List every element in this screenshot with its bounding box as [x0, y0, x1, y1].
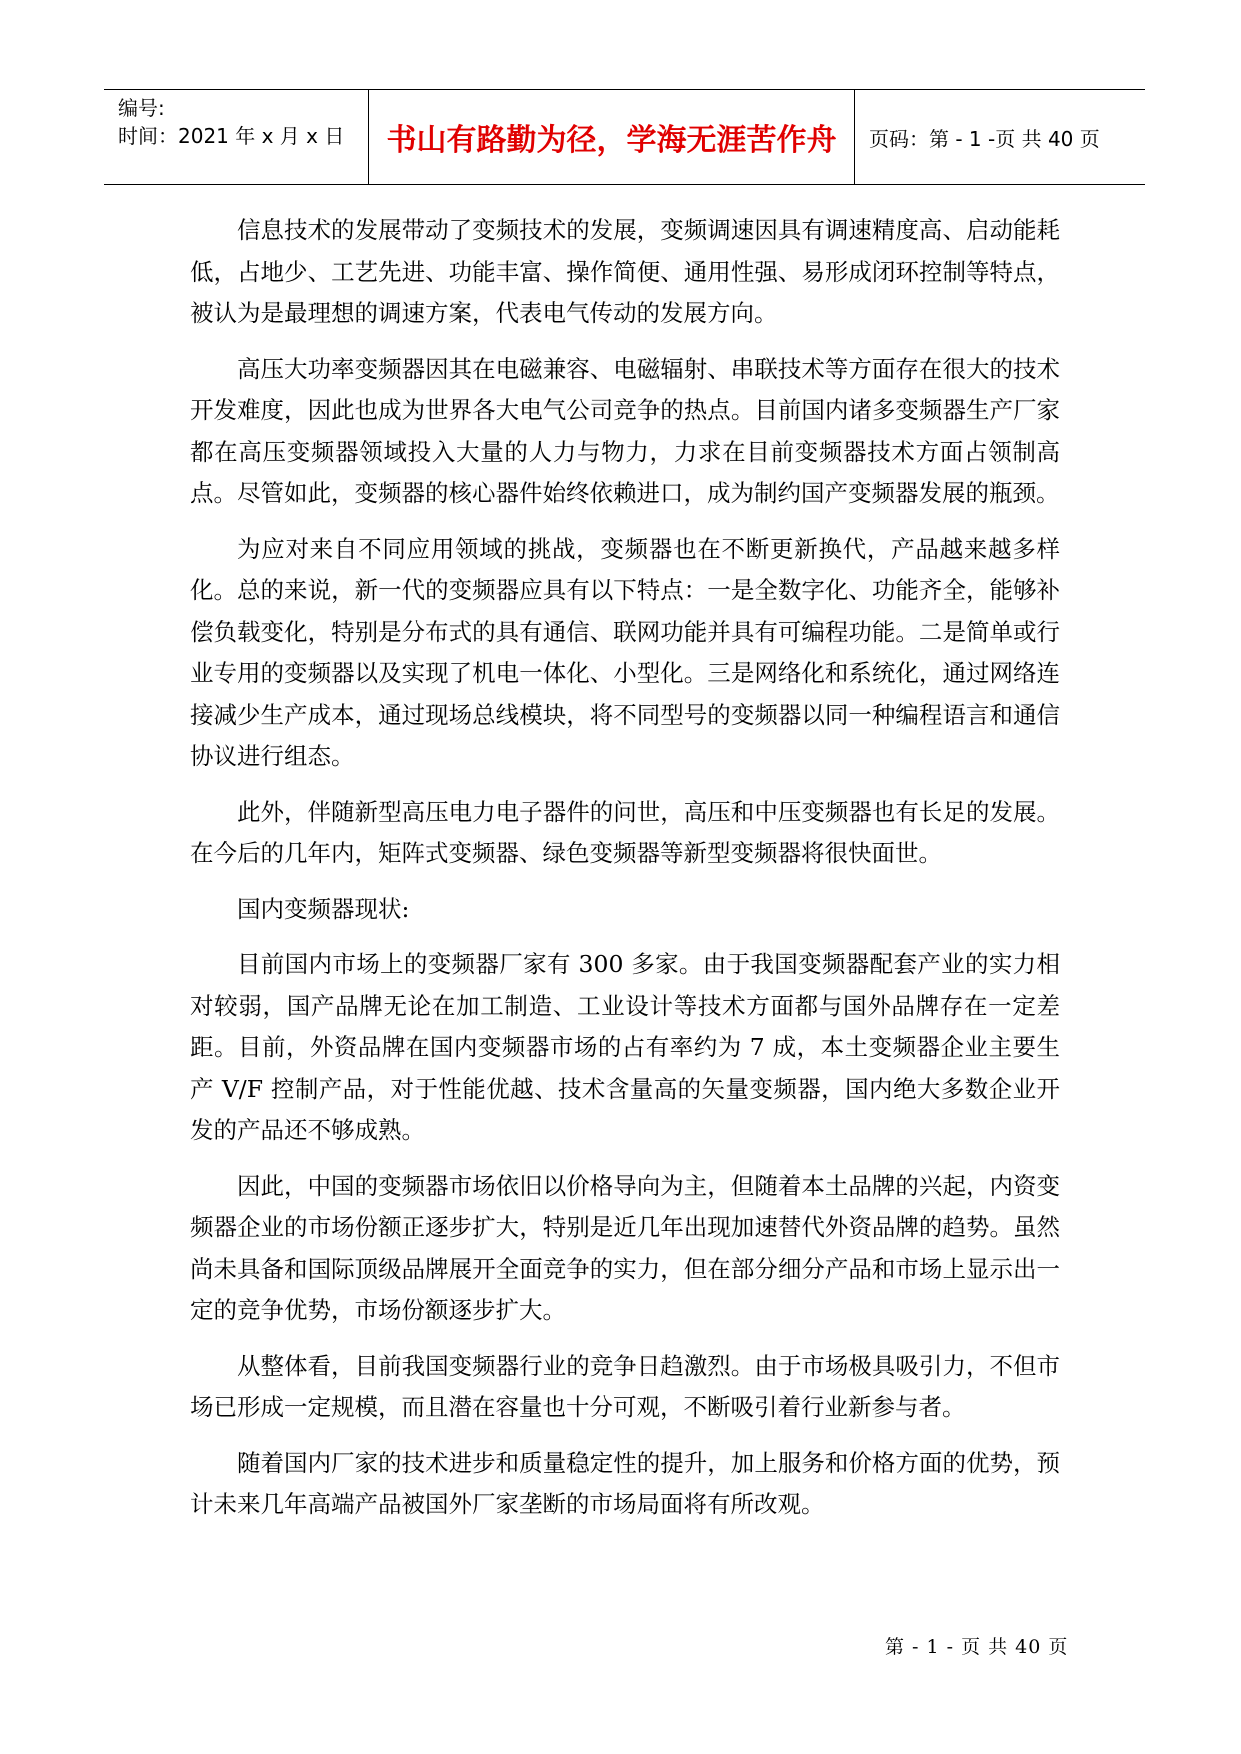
- paragraph: 高压大功率变频器因其在电磁兼容、电磁辐射、串联技术等方面存在很大的技术开发难度，因此也成为世界各大电气公司竞争的热点。目前国内诸多变频器生产厂家都在高压变频器领域投入大量的人力与物力，力求在目前变频器技术方面占领制高点。尽管如此，变频器的核心器件始终依赖进口，成为制约国产变频器发展的瓶颈。: [190, 354, 1060, 507]
- paragraph: 随着国内厂家的技术进步和质量稳定性的提升，加上服务和价格方面的优势，预计未来几年高端产品被国外厂家垄断的市场局面将有所改观。: [190, 1448, 1060, 1518]
- page-footer: 第 - 1 - 页 共 40 页: [885, 1636, 1069, 1658]
- paragraph: 信息技术的发展带动了变频技术的发展，变频调速因具有调速精度高、启动能耗低，占地少、工艺先进、功能丰富、操作简便、通用性强、易形成闭环控制等特点，被认为是最理想的调速方案，代表电气传动的发展方向。: [190, 216, 1060, 327]
- document-number-label: 编号:: [118, 96, 165, 120]
- header-motto: 书山有路勤为径，学海无涯苦作舟: [386, 123, 837, 158]
- header-page-label: 页码：第 - 1 -页 共 40 页: [869, 126, 1100, 151]
- header-motto-cell: [369, 90, 855, 184]
- paragraph: 此外，伴随新型高压电力电子器件的问世，高压和中压变频器也有长足的发展。在今后的几年内，矩阵式变频器、绿色变频器等新型变频器将很快面世。: [190, 797, 1060, 867]
- document-time-label: 时间：2021 年 x 月 x 日: [118, 124, 345, 148]
- section-heading: 国内变频器现状:: [237, 894, 410, 923]
- header-page-cell: [855, 90, 1145, 184]
- paragraph: 因此，中国的变频器市场依旧以价格导向为主，但随着本土品牌的兴起，内资变频器企业的市场份额正逐步扩大，特别是近几年出现加速替代外资品牌的趋势。虽然尚未具备和国际顶级品牌展开全面竞争的实力，但在部分细分产品和市场上显示出一定的竞争优势，市场份额逐步扩大。: [190, 1171, 1060, 1324]
- header-info-cell: [104, 90, 369, 184]
- paragraph: 从整体看，目前我国变频器行业的竞争日趋激烈。由于市场极具吸引力，不但市场已形成一定规模，而且潜在容量也十分可观，不断吸引着行业新参与者。: [190, 1351, 1060, 1421]
- header-table: [104, 89, 1145, 185]
- paragraph: 为应对来自不同应用领域的挑战，变频器也在不断更新换代，产品越来越多样化。总的来说，新一代的变频器应具有以下特点：一是全数字化、功能齐全，能够补偿负载变化，特别是分布式的具有通信、联网功能并具有可编程功能。二是简单或行业专用的变频器以及实现了机电一体化、小型化。三是网络化和系统化，通过网络连接减少生产成本，通过现场总线模块，将不同型号的变频器以同一种编程语言和通信协议进行组态。: [190, 534, 1060, 770]
- document-body: [190, 210, 1060, 1540]
- paragraph: 目前国内市场上的变频器厂家有 300 多家。由于我国变频器配套产业的实力相对较弱，国产品牌无论在加工制造、工业设计等技术方面都与国外品牌存在一定差距。目前，外资品牌在国内变频器市场的占有率约为 7 成，本土变频器企业主要生产 V/F 控制产品，对于性能优越、技术含量高的矢量变频器，国内绝大多数企业开发的产品还不够成熟。: [190, 950, 1060, 1144]
